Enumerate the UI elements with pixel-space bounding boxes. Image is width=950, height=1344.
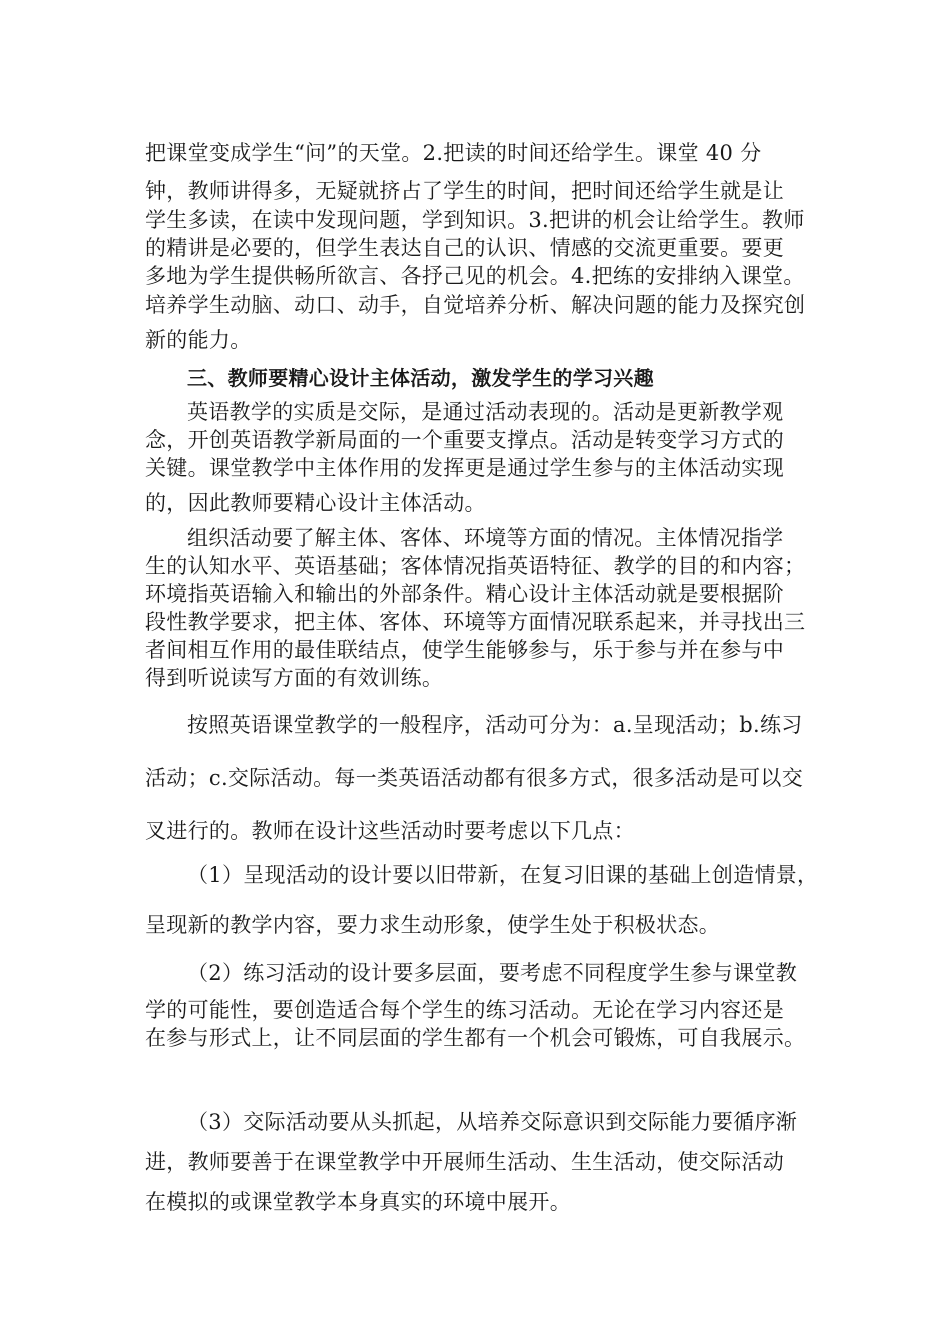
text-line: 生的认知水平、英语基础；客体情况指英语特征、教学的目的和内容； (145, 554, 806, 578)
text-line: 活动；c.交际活动。每一类英语活动都有很多方式，很多活动是可以交 (145, 766, 804, 790)
text-line: （2）练习活动的设计要多层面，要考虑不同程度学生参与课堂教 (187, 961, 798, 985)
text-line: 得到听说读写方面的有效训练。 (145, 666, 444, 690)
text-line: 关键。课堂教学中主体作用的发挥更是通过学生参与的主体活动实现 (145, 456, 784, 480)
text-line: （3）交际活动要从头抓起，从培养交际意识到交际能力要循序渐 (187, 1110, 798, 1134)
text-line: 新的能力。 (145, 328, 252, 352)
text-line: 者间相互作用的最佳联结点，使学生能够参与，乐于参与并在参与中 (145, 638, 784, 662)
text-line: 培养学生动脑、动口、动手，自觉培养分析、解决问题的能力及探究创 (145, 293, 806, 317)
text-line: 的，因此教师要精心设计主体活动。 (145, 491, 486, 515)
text-line: 按照英语课堂教学的一般程序，活动可分为：a.呈现活动；b.练习 (187, 713, 803, 737)
text-line: 学的可能性，要创造适合每个学生的练习活动。无论在学习内容还是 (145, 998, 784, 1022)
text-line: 的精讲是必要的，但学生表达自己的认识、情感的交流更重要。要更 (145, 236, 784, 260)
section-heading: 三、教师要精心设计主体活动，激发学生的学习兴趣 (187, 366, 654, 390)
text-line: （1）呈现活动的设计要以旧带新，在复习旧课的基础上创造情景， (187, 863, 819, 887)
text-line: 组织活动要了解主体、客体、环境等方面的情况。主体情况指学 (187, 526, 784, 550)
text-line: 钟，教师讲得多，无疑就挤占了学生的时间，把时间还给学生就是让 (145, 179, 784, 203)
text-line: 把课堂变成学生“问”的天堂。2.把读的时间还给学生。课堂 40 分 (145, 141, 762, 165)
text-line: 在参与形式上，让不同层面的学生都有一个机会可锻炼，可自我展示。 (145, 1026, 806, 1050)
text-line: 在模拟的或课堂教学本身真实的环境中展开。 (145, 1190, 571, 1214)
text-line: 环境指英语输入和输出的外部条件。精心设计主体活动就是要根据阶 (145, 582, 784, 606)
text-line: 叉进行的。教师在设计这些活动时要考虑以下几点： (145, 819, 635, 843)
text-line: 念，开创英语教学新局面的一个重要支撑点。活动是转变学习方式的 (145, 428, 784, 452)
text-line: 多地为学生提供畅所欲言、各抒己见的机会。4.把练的安排纳入课堂。 (145, 264, 805, 288)
text-line: 学生多读，在读中发现问题，学到知识。3.把讲的机会让给学生。教师 (145, 208, 805, 232)
text-line: 段性教学要求，把主体、客体、环境等方面情况联系起来，并寻找出三 (145, 610, 806, 634)
text-line: 进，教师要善于在课堂教学中开展师生活动、生生活动，使交际活动 (145, 1150, 784, 1174)
text-line: 英语教学的实质是交际，是通过活动表现的。活动是更新教学观 (187, 400, 784, 424)
text-line: 呈现新的教学内容，要力求生动形象，使学生处于积极状态。 (145, 913, 721, 937)
